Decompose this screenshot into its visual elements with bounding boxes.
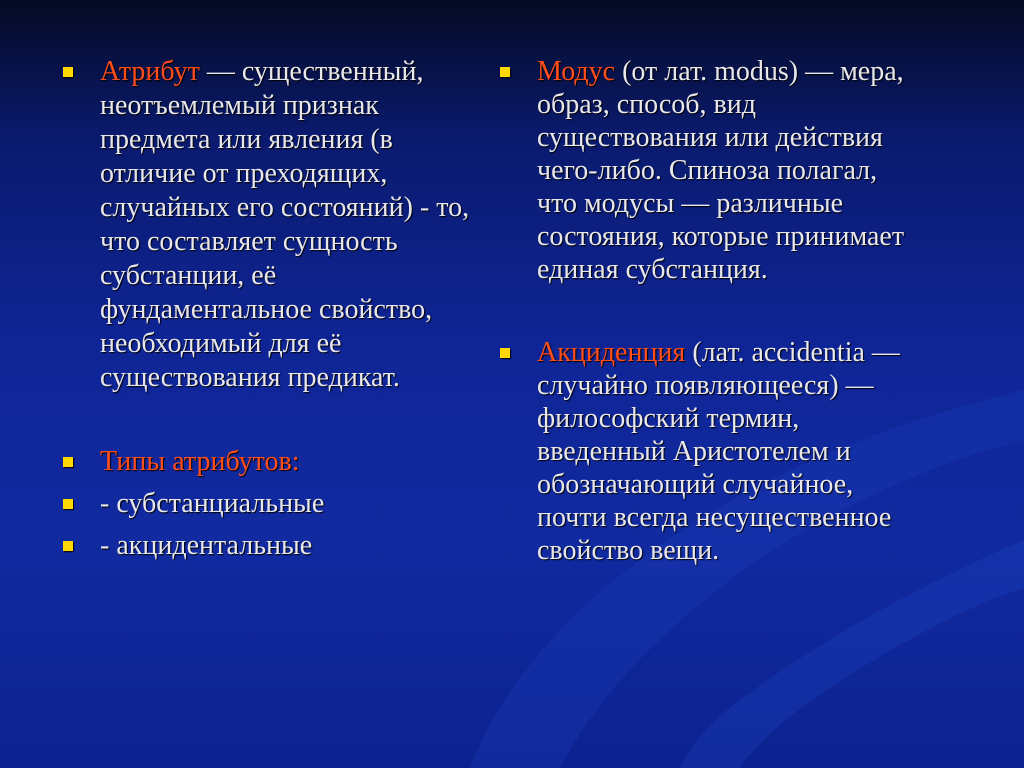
square-bullet-icon <box>63 67 73 77</box>
list-item-modus <box>497 55 917 286</box>
right-column <box>497 55 917 567</box>
square-bullet-icon <box>500 348 510 358</box>
list-item-types-title <box>60 445 470 479</box>
list-item-type-substantial <box>60 487 470 521</box>
modus-definition: (от лат. modus) — мера, образ, способ, вид существования или действия чего-либо. Спиноза полагал, что модусы — различные состояния, которые принимает единая субстанция. <box>537 56 905 285</box>
types-title: Типы атрибутов: <box>100 446 300 477</box>
accidence-definition: (лат. accidentia — случайно появляющееся) — философский термин, введенный Аристотелем и обозначающий случайное, почти всегда несущественное свойство вещи. <box>537 337 900 566</box>
list-item-type-accidental <box>60 529 470 563</box>
left-column <box>60 55 470 563</box>
square-bullet-icon <box>63 499 73 509</box>
square-bullet-icon <box>63 457 73 467</box>
square-bullet-icon <box>500 67 510 77</box>
list-item-attribute <box>60 55 470 395</box>
term-attribute: Атрибут <box>100 56 200 87</box>
type-accidental: - акцидентальные <box>100 530 313 561</box>
term-accidence: Акциденция <box>537 337 686 368</box>
square-bullet-icon <box>63 541 73 551</box>
type-substantial: - субстанциальные <box>100 488 325 519</box>
list-item-accidence <box>497 336 917 567</box>
attribute-definition: — существенный, неотъемлемый признак предмета или явления (в отличие от преходящих, случайных его состояний) - то, что составляет сущность субстанции, её фундаментальное свойство, необходимый для её существования предикат. <box>100 56 470 393</box>
term-modus: Модус <box>537 56 616 87</box>
